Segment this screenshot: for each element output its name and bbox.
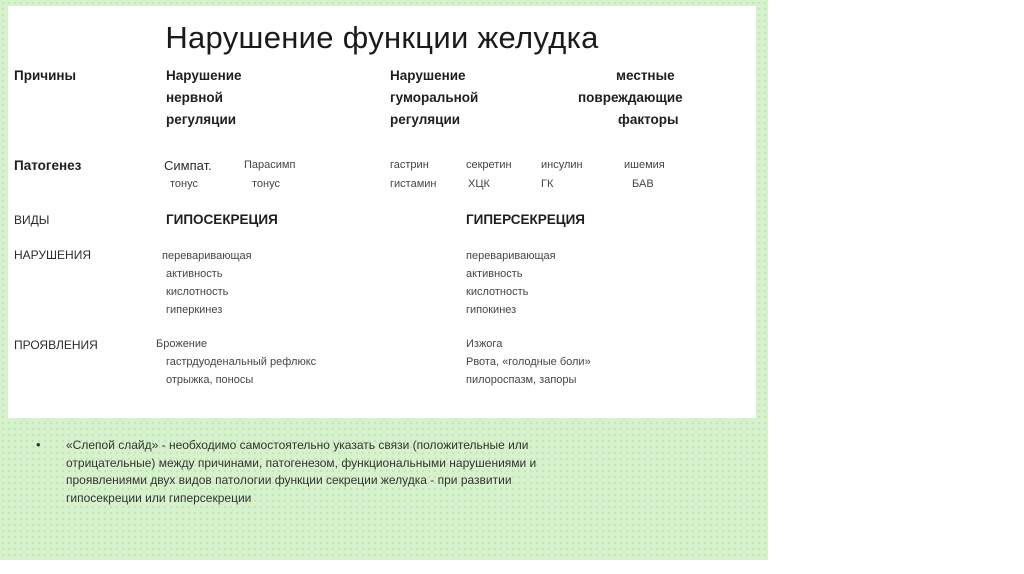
content-panel [8,6,756,418]
cause-humoral-3: регуляции [390,112,461,127]
cause-humoral-1: Нарушение [390,68,466,83]
pathogenesis-symp: Симпат. [164,158,212,173]
cause-nervous-3: регуляции [166,112,237,127]
cause-nervous-1: Нарушение [166,68,242,83]
row-label-types: ВИДЫ [14,213,50,227]
manifestation-hyper-3: пилороспазм, запоры [466,374,577,386]
row-label-manifestations: ПРОЯВЛЕНИЯ [14,338,98,352]
note-text [66,437,696,507]
disorder-hyper-1: переваривающая [466,250,556,262]
note-line-3: проявлениями двух видов патологии функции секреции желудка - при развитии [66,473,512,487]
manifestation-hypo-1: Брожение [156,338,208,350]
pathogenesis-parasymp-tone: тонус [252,178,280,190]
pathogenesis-bav: БАВ [632,178,654,190]
note-line-1: «Слепой слайд» - необходимо самостоятельно указать связи (положительные или [66,438,529,452]
pathogenesis-histamine: гистамин [390,178,437,190]
note-line-4: гипосекреции или гиперсекреции [66,490,252,505]
pathogenesis-symp-tone: тонус [170,178,198,190]
disorder-hyper-4: гипокинез [466,304,517,316]
row-label-disorders: НАРУШЕНИЯ [14,248,91,262]
disorder-hypo-4: гиперкинез [166,304,223,316]
note-bullet: • [36,437,41,452]
pathogenesis-insulin: инсулин [541,159,583,171]
note-line-2: отрицательные) между причинами, патогенезом, функциональными нарушениями и [66,455,537,470]
row-label-causes: Причины [14,68,77,83]
manifestation-hypo-3: отрыжка, поносы [166,374,254,386]
row-label-pathogenesis: Патогенез [14,158,82,173]
pathogenesis-parasymp: Парасимп [244,159,296,171]
pathogenesis-ischemia: ишемия [624,159,665,171]
cause-local-1: местные [616,68,675,83]
pathogenesis-cck: ХЦК [468,178,490,190]
disorder-hyper-3: кислотность [466,286,529,298]
slide-title: Нарушение функции желудка [165,20,599,55]
disorder-hypo-1: переваривающая [162,250,252,262]
disorder-hyper-2: активность [466,268,523,280]
cause-local-2: повреждающие [578,90,683,105]
pathogenesis-gk: ГК [541,178,554,190]
type-hypersecretion: ГИПЕРСЕКРЕЦИЯ [466,212,586,227]
manifestation-hypo-2: гастрдуоденальный рефлюкс [166,356,317,368]
cause-humoral-2: гуморальной [390,90,479,105]
cause-nervous-2: нервной [166,90,223,105]
manifestation-hyper-2: Рвота, «голодные боли» [466,356,591,368]
type-hyposecretion: ГИПОСЕКРЕЦИЯ [166,212,278,227]
disorder-hypo-2: активность [166,268,223,280]
cause-local-3: факторы [618,112,679,127]
pathogenesis-gastrin: гастрин [390,159,429,171]
disorder-hypo-3: кислотность [166,286,229,298]
manifestation-hyper-1: Изжога [466,338,503,350]
pathogenesis-secretin: секретин [466,159,512,171]
